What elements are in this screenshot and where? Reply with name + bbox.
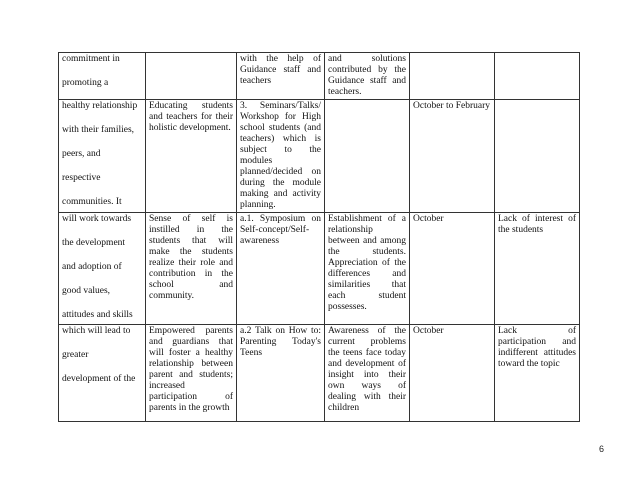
activity-cell: 3. Seminars/Talks/ Workshop for High school students (and teachers) which is subject to the modules planned/decided on during the module making and activity planning. [237,100,325,213]
objective-line: with their families, [62,125,135,135]
timeframe-cell [410,53,495,100]
timeframe-cell: October [410,213,495,325]
objective-cell [59,213,146,325]
timeframe-cell: October to February [410,100,495,213]
activity-cell: a.2 Talk on How to: Parenting Today's Teens [237,325,325,422]
expected-output-cell: Empowered parents and guardians that will foster a healthy relationship between parent and students; increased participation of parents in the growth [146,325,237,422]
objective-line: which will lead to [62,326,131,336]
expected-output-cell: Sense of self is instilled in the students that will make the students realize their role and contribution in the school and community. [146,213,237,325]
objective-line: respective [62,173,101,183]
success-indicator-cell: Establishment of a relationship between and among the students. Appreciation of the differences and similarities that each student possesses. [325,213,410,325]
table-row [59,213,580,325]
expected-output-cell: Educating students and teachers for their holistic development. [146,100,237,213]
objective-cell [59,53,146,100]
objective-cell [59,100,146,213]
success-indicator-cell [325,100,410,213]
risk-cell: Lack of participation and indifferent attitudes toward the topic [495,325,580,422]
objective-cell [59,325,146,422]
activity-cell: a.1. Symposium on Self-concept/Self-awareness [237,213,325,325]
page-number: 6 [599,444,605,454]
objective-line: the development [62,238,126,248]
activity-cell: with the help of Guidance staff and teachers [237,53,325,100]
objective-line: development of the [62,374,136,384]
objective-line: commitment in [62,54,120,64]
success-indicator-cell: Awareness of the current problems the teens face today and development of insight into their own ways of dealing with their children [325,325,410,422]
objective-line: will work towards [62,214,132,224]
success-indicator-cell: and solutions contributed by the Guidance staff and teachers. [325,53,410,100]
objective-line: peers, and [62,149,101,159]
risk-cell: Lack of interest of the students [495,213,580,325]
objective-line: greater [62,350,89,360]
objective-line: attitudes and skills [62,310,133,320]
objective-line: healthy relationship [62,101,138,111]
risk-cell [495,53,580,100]
objective-line: good values, [62,286,111,296]
risk-cell [495,100,580,213]
activity-table [58,52,580,422]
timeframe-cell: October [410,325,495,422]
table-row [59,100,580,213]
objective-line: promoting a [62,78,109,88]
expected-output-cell [146,53,237,100]
objective-line: and adoption of [62,262,122,272]
table-row [59,325,580,422]
table-row [59,53,580,100]
objective-line: communities. It [62,197,122,207]
